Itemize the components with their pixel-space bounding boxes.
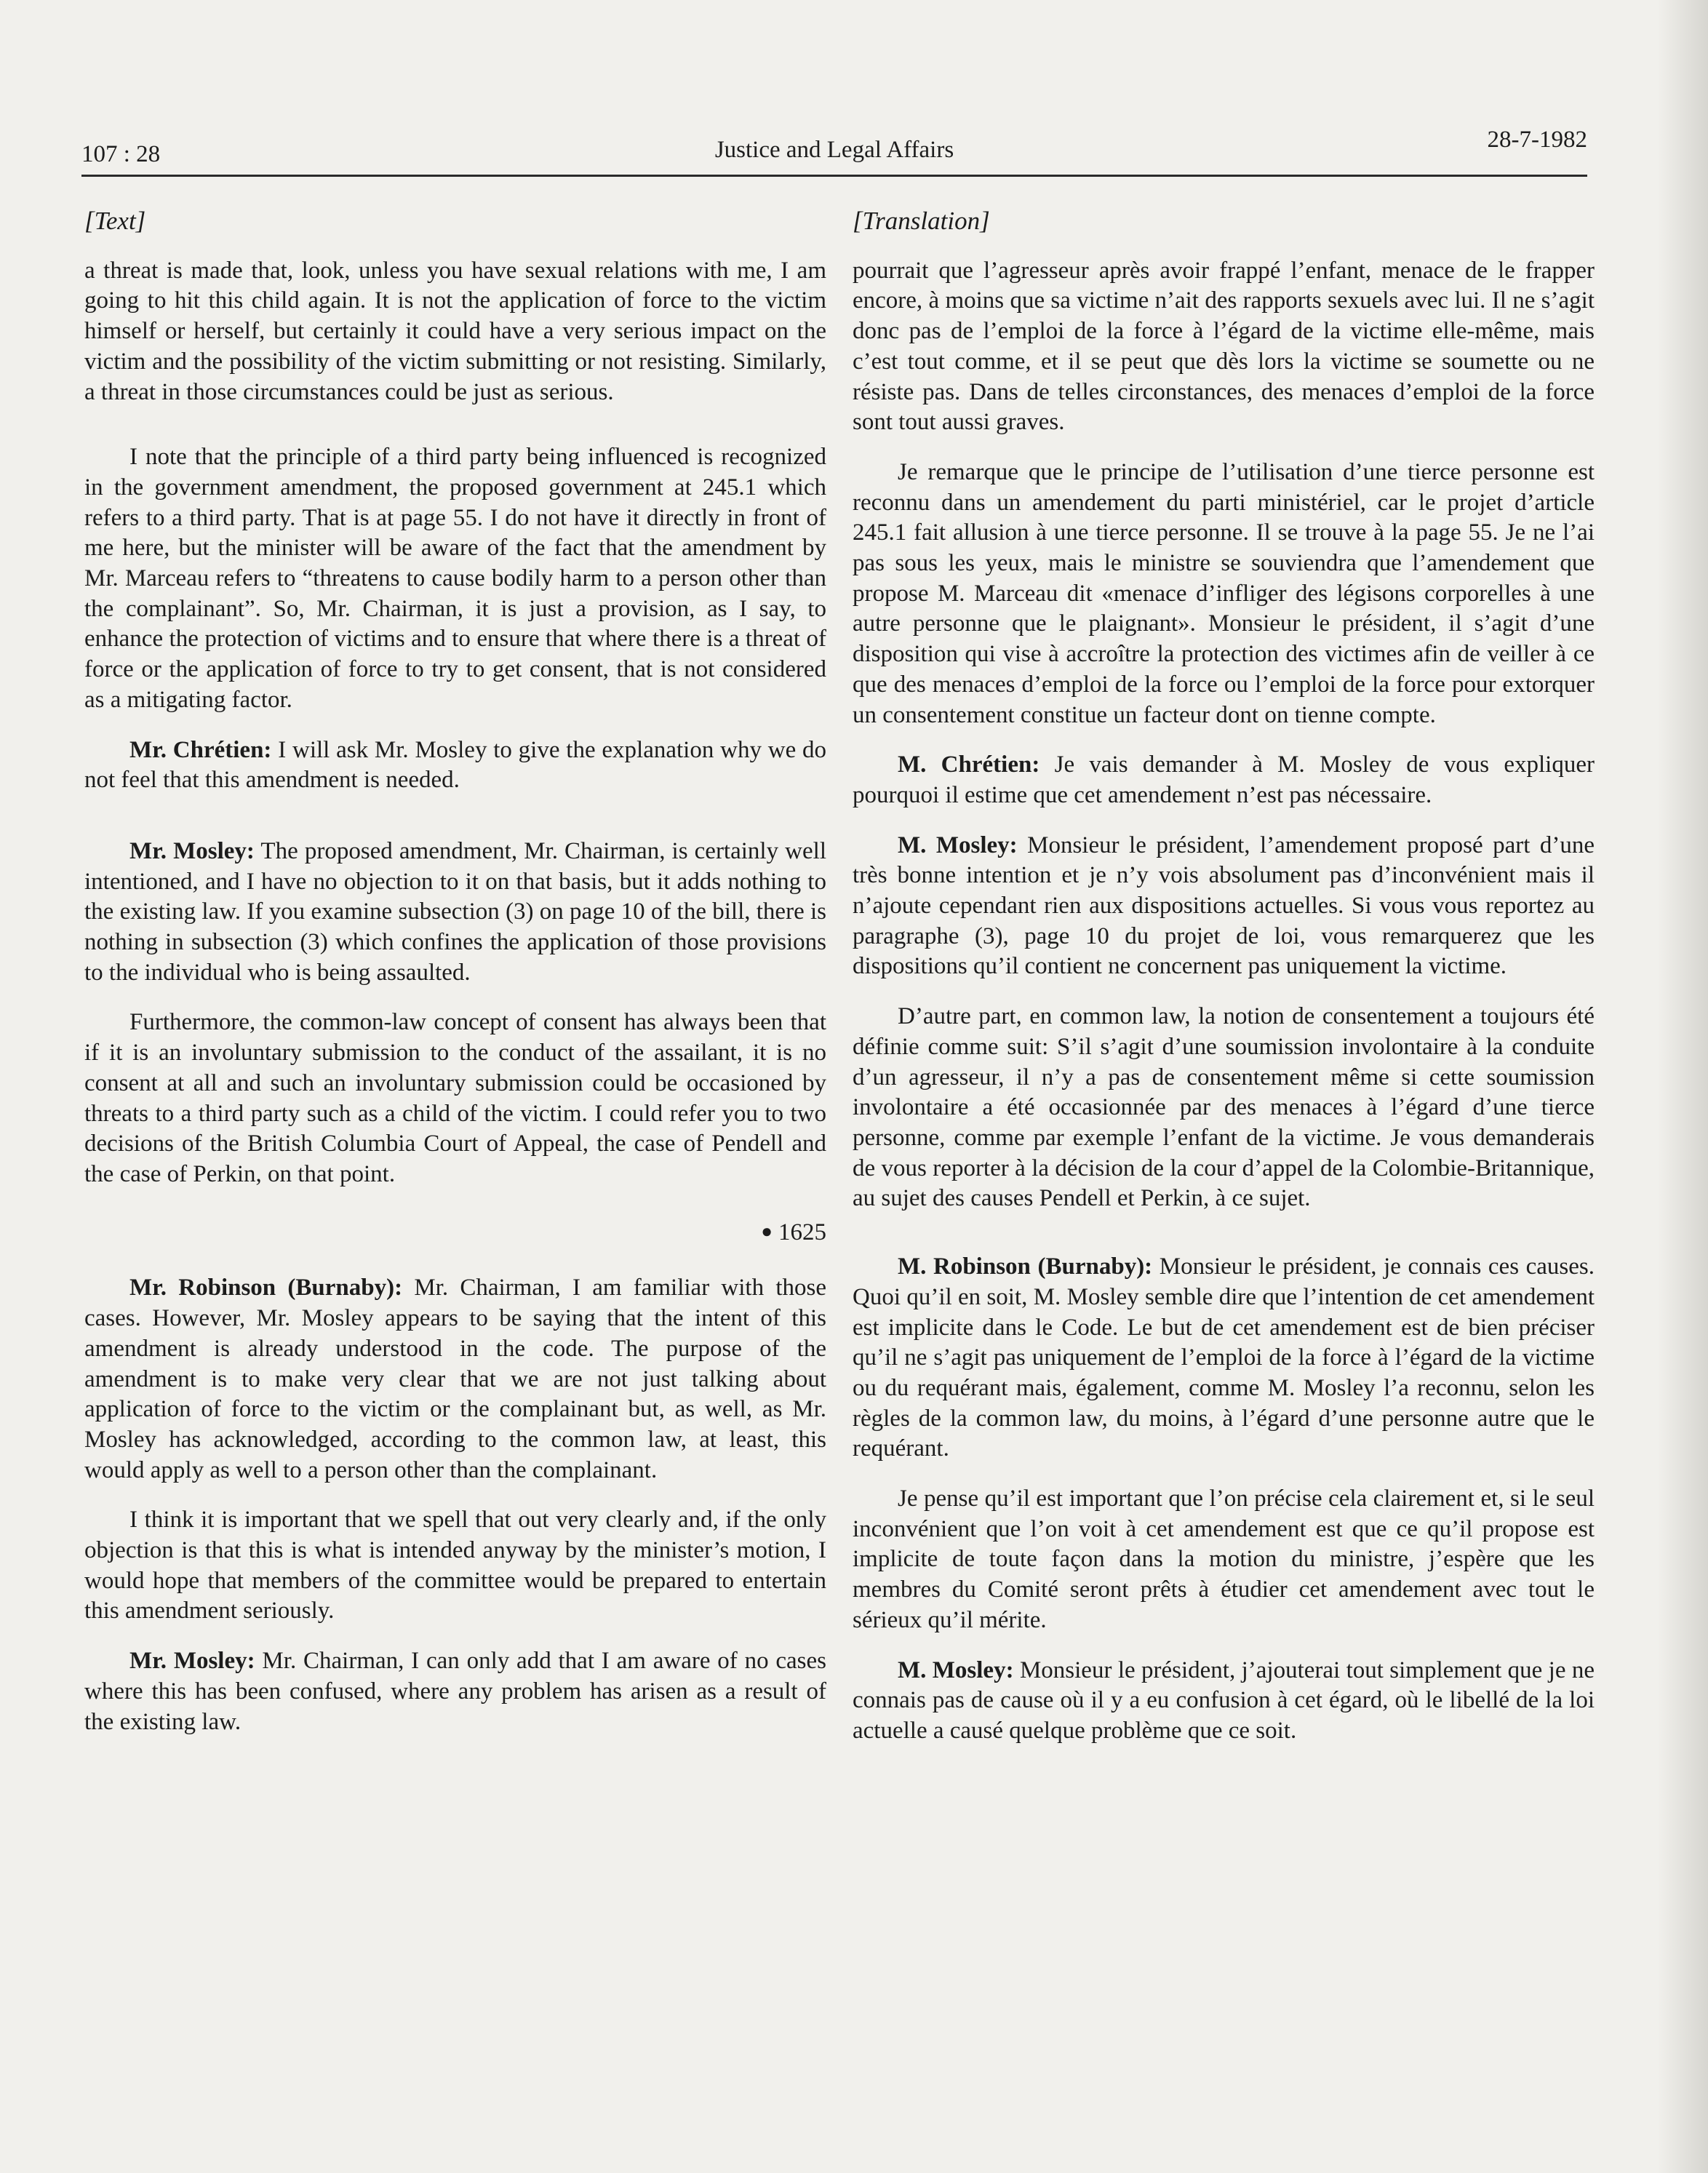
paragraph: I think it is important that we spell that out very clearly and, if the only objection is that this is what is intended anyway by the minister’s motion, I would hope that members of the committee would be prepared to entertain this amendment seriously. <box>84 1507 826 1624</box>
page-header <box>81 127 1587 173</box>
paragraph: a threat is made that, look, unless you have sexual relations with me, I am going to hit this child again. It is not the application of force to the victim himself or herself, but certainly it could have a very serious impact on the victim and the possibility of the victim submitting or not resisting. Similarly, a threat in those circumstances could be just as serious. <box>84 257 826 405</box>
left-column <box>84 206 826 1737</box>
speech-text: Monsieur le président, l’amendement proposé part d’une très bonne intention et je n’y vois absolument pas d’inconvénient mais il n’ajoute cependant rien aux dispositions actuelles. Si vous vous reportez au paragraphe (3), page 10 du projet de loi, vous remarquerez que les dispositions qu’il contient ne concernent pas uniquement la victime. <box>853 832 1595 980</box>
page-edge-shadow <box>1657 0 1708 2173</box>
paragraph: Je remarque que le principe de l’utilisation d’une tierce personne est reconnu dans un amendement du parti ministériel, car le projet d’article 245.1 fait allusion à une tierce personne. Il se trouve à la page 55. Je ne l’ai pas sous les yeux, mais le ministre se souviendra que l’amendement que propose M. Marceau dit «menace d’infliger des légisons corporelles à une autre personne que le plaignant». Monsieur le président, il s’agit d’une disposition qui vise à accroître la protection des victimes afin de veiller à ce que des menaces d’emploi de la force ou l’emploi de la force pour extorquer un consentement constitue un facteur dont on tienne compte. <box>853 458 1595 728</box>
paragraph: I note that the principle of a third party being influenced is recognized in the government amendment, the proposed government at 245.1 which refers to a third party. That is at page 55. I do not have it directly in front of me here, but the minister will be aware of the fact that the amendment by Mr. Marceau refers to “threatens to cause bodily harm to a person other than the complainant”. So, Mr. Chairman, it is just a provision, as I say, to enhance the protection of victims and to ensure that where there is a threat of force or the application of force to try to get consent, that is not considered as a mitigating factor. <box>84 444 826 713</box>
speaker-name: Mr. Mosley: <box>129 837 255 864</box>
speaker-name: M. Robinson (Burnaby): <box>898 1253 1153 1280</box>
paragraph <box>853 1656 1595 1747</box>
speech-text: Mr. Chairman, I am familiar with those cases. However, Mr. Mosley appears to be saying that the intent of this amendment is already understood in the code. The purpose of the amendment is to make very clear that we are not just talking about application of force to the victim or the complainant but, as well, as Mr. Mosley has acknowledged, according to the common law, at least, this would apply as well to a person other than the complainant. <box>84 1275 827 1483</box>
bullet-icon: ● <box>761 1220 773 1242</box>
section-label-translation: [Translation] <box>853 207 990 235</box>
right-column <box>853 206 1595 1747</box>
page-title: Justice and Legal Affairs <box>714 137 954 163</box>
speech-text: Mr. Chairman, I can only add that I am aware of no cases where this has been confused, where any problem has arisen as a result of the existing law. <box>84 1648 827 1735</box>
speaker-name: M. Mosley: <box>898 832 1018 858</box>
speech-text: I will ask Mr. Mosley to give the explanation why we do not feel that this amendment is needed. <box>84 736 827 794</box>
section-label-text: [Text] <box>84 207 146 235</box>
paragraph <box>853 831 1595 983</box>
header-rule <box>81 175 1587 177</box>
speech-text: Je vais demander à M. Mosley de vous expliquer pourquoi il estime que cet amendement n’est pas nécessaire. <box>853 751 1595 808</box>
speaker-name: Mr. Mosley: <box>129 1648 255 1675</box>
page-date: 28-7-1982 <box>1487 127 1587 153</box>
speaker-name: Mr. Robinson (Burnaby): <box>129 1275 403 1301</box>
time-value: 1625 <box>778 1219 826 1245</box>
speech-text: Monsieur le président, j’ajouterai tout simplement que je ne connais pas de cause où il y a eu confusion à cet égard, où le libellé de la loi actuelle a causé quelque problème que ce soit. <box>853 1656 1595 1744</box>
speech-text: Monsieur le président, je connais ces causes. Quoi qu’il en soit, M. Mosley semble dire que l’intention de cet amendement est implicite dans le Code. Le but de cet amendement est de bien préciser qu’il ne s’agit pas uniquement de l’emploi de la force à l’égard de la victime ou du requérant mais, également, comme M. Mosley l’a reconnu, selon les règles de la common law, du moins, à l’égard d’une personne autre que le requérant. <box>853 1253 1595 1462</box>
speaker-name: Mr. Chrétien: <box>129 736 272 763</box>
paragraph: pourrait que l’agresseur après avoir frappé l’enfant, menace de le frapper encore, à moins que sa victime n’ait des rapports sexuels avec lui. Il ne s’agit donc pas de l’emploi de la force à l’égard de la victime elle-même, mais c’est tout comme, et il se peut que dès lors la victime se soumette ou ne résiste pas. Dans de telles circonstances, des menaces d’emploi de la force sont tout aussi graves. <box>853 257 1595 436</box>
speaker-name: M. Mosley: <box>898 1656 1014 1683</box>
time-marker <box>84 1218 826 1249</box>
paragraph <box>84 837 826 989</box>
paragraph: Je pense qu’il est important que l’on précise cela clairement et, si le seul inconvénient que l’on voit à cet amendement est que ce qu’il propose est implicite de toute façon dans la motion du ministre, j’espère que les membres du Comité seront prêts à étudier cet amendement avec tout le sérieux qu’il mérite. <box>853 1486 1595 1633</box>
paragraph <box>853 750 1595 810</box>
paragraph: D’autre part, en common law, la notion de consentement a toujours été définie comme suit: S’il s’agit d’une soumission involontaire à la conduite d’un agresseur, il n’y a pas de consentement même si cette soumission involontaire a été occasionnée par des menaces à l’égard d’une tierce personne, comme par exemple l’enfant de la victime. Je vous demanderais de vous reporter à la décision de la cour d’appel de la Colombie-Britannique, au sujet des causes Pendell et Perkin, à ce sujet. <box>853 1003 1595 1212</box>
page-number: 107 : 28 <box>81 141 161 167</box>
paragraph <box>84 1646 826 1737</box>
speech-text: The proposed amendment, Mr. Chairman, is certainly well intentioned, and I have no objection to it on that basis, but it adds nothing to the existing law. If you examine subsection (3) on page 10 of the bill, there is nothing in subsection (3) which confines the application of those provisions to the individual who is being assaulted. <box>84 837 827 986</box>
paragraph <box>84 1273 826 1486</box>
speaker-name: M. Chrétien: <box>898 751 1040 778</box>
paragraph: Furthermore, the common-law concept of consent has always been that if it is an involuntary submission to the conduct of the assailant, it is no consent at all and such an involuntary submission could be occasioned by threats to a third party such as a child of the victim. I could refer you to two decisions of the British Columbia Court of Appeal, the case of Pendell and the case of Perkin, on that point. <box>84 1009 826 1187</box>
paragraph <box>853 1252 1595 1464</box>
paragraph <box>84 735 826 796</box>
